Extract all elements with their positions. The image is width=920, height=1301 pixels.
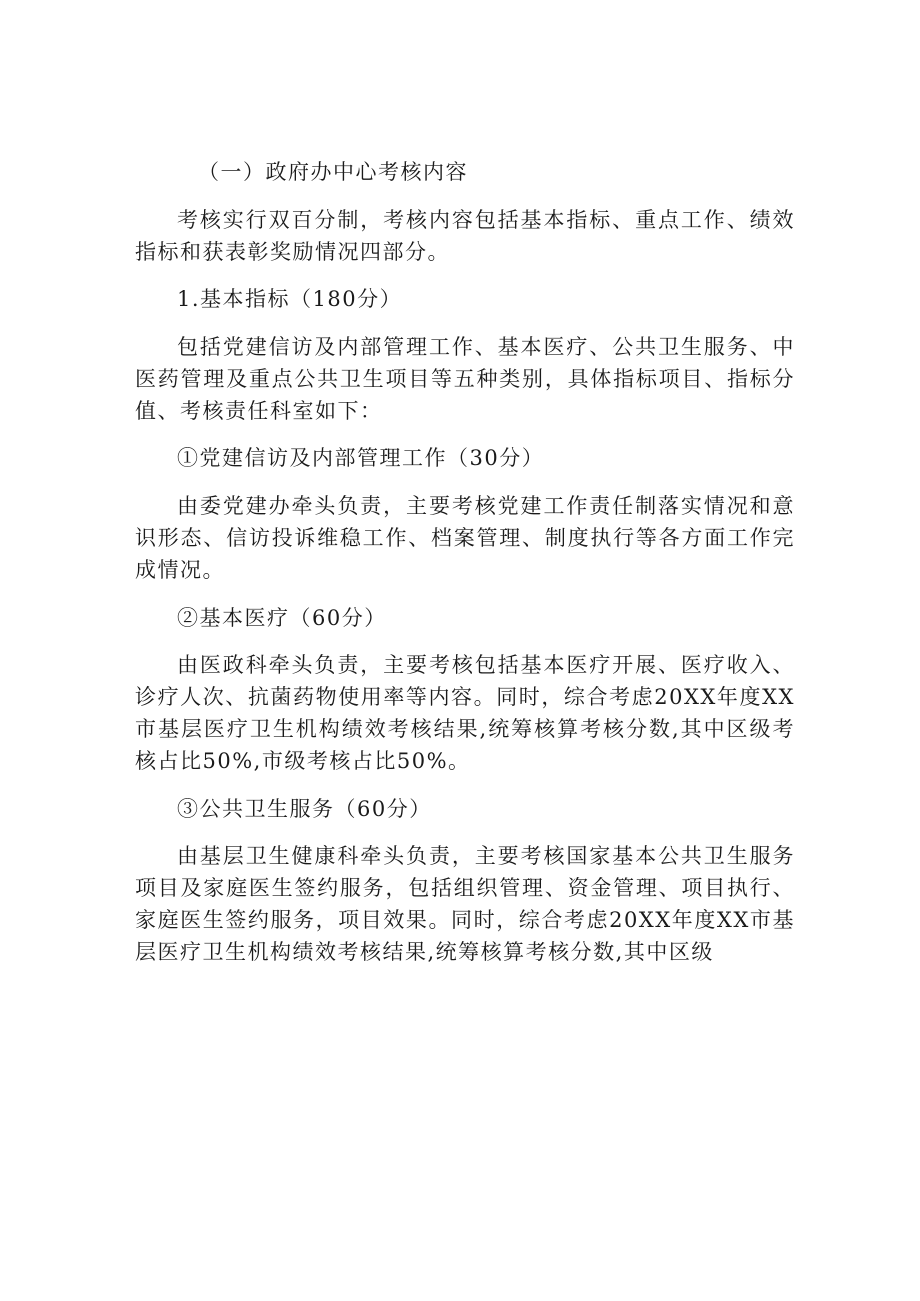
document-body [135, 156, 795, 984]
sub-3-heading: ③公共卫生服务（60分） [177, 796, 432, 821]
sub-2-heading: ②基本医疗（60分） [177, 605, 387, 630]
item-1-paragraph: 包括党建信访及内部管理工作、基本医疗、公共卫生服务、中医药管理及重点公共卫生项目等五种类别，具体指标项目、指标分值、考核责任科室如下： [135, 334, 795, 423]
sub-1-heading: ①党建信访及内部管理工作（30分） [177, 446, 545, 471]
sub-1-paragraph: 由委党建办牵头负责，主要考核党建工作责任制落实情况和意识形态、信访投诉维稳工作、档案管理、制度执行等各方面工作完成情况。 [135, 493, 795, 582]
sub-3-paragraph: 由基层卫生健康科牵头负责，主要考核国家基本公共卫生服务项目及家庭医生签约服务，包括组织管理、资金管理、项目执行、家庭医生签约服务，项目效果。同时，综合考虑20XX年度XX市基层医疗卫生机构绩效考核结果,统筹核算考核分数,其中区级 [135, 844, 795, 965]
sub-2-paragraph: 由医政科牵头负责，主要考核包括基本医疗开展、医疗收入、诊疗人次、抗菌药物使用率等内容。同时，综合考虑20XX年度XX市基层医疗卫生机构绩效考核结果,统筹核算考核分数,其中区级考核占比50%,市级考核占比50%。 [135, 653, 795, 774]
intro-paragraph: 考核实行双百分制，考核内容包括基本指标、重点工作、绩效指标和获表彰奖励情况四部分。 [135, 207, 795, 264]
section-heading: （一）政府办中心考核内容 [198, 160, 468, 184]
item-1-heading: 1.基本指标（180分） [177, 287, 403, 312]
